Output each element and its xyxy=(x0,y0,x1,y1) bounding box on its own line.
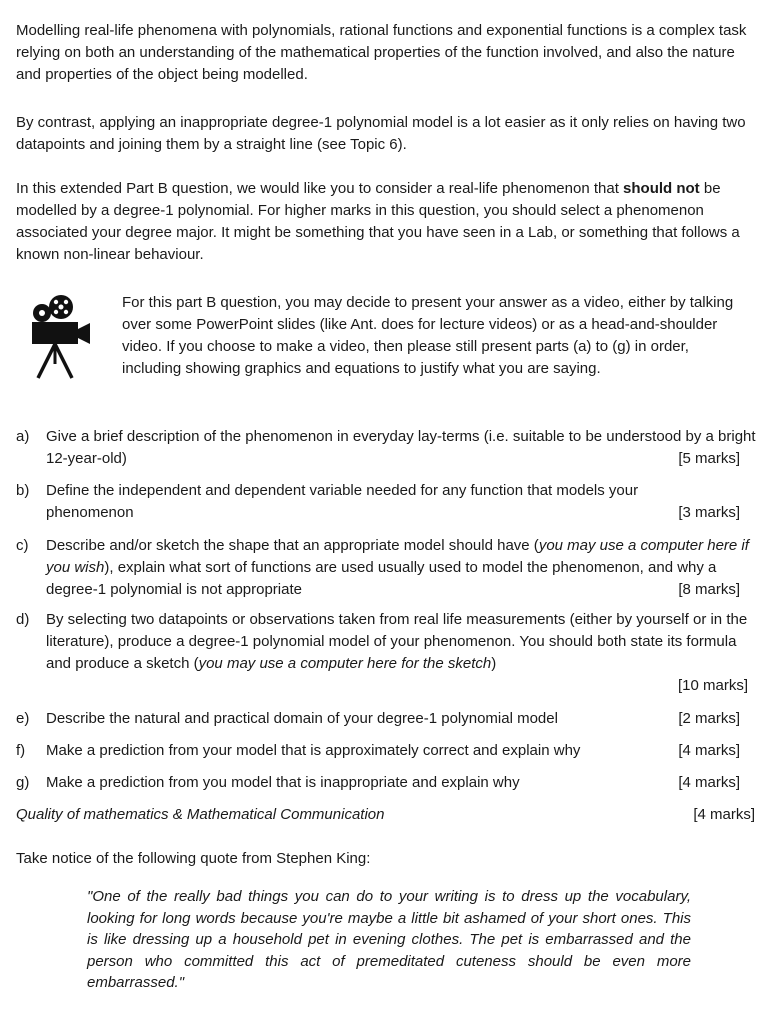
stephen-king-quote: "One of the really bad things you can do to your writing is to dress up the vocabulary, looking for long words because you're maybe a little bit ashamed of your short ones. This is like dressing up a household pet in evening clothes. The pet is embarrassed and the person who committed this act of premeditated cuteness should be even more embarrassed." xyxy=(87,888,691,991)
question-text: Give a brief description of the phenomenon in everyday lay-terms (i.e. suitable to be understood by a bright 12-year-old) xyxy=(46,428,756,467)
question-text xyxy=(46,609,758,675)
question-text-italic: you may use a computer here if you wish xyxy=(46,537,749,576)
question-text-italic: you may use a computer here for the sketch xyxy=(198,655,492,672)
intro-paragraph-3-start: In this extended Part B question, we would like you to consider a real-life phenomenon that xyxy=(16,180,624,197)
question-marks: [8 marks] xyxy=(678,581,740,598)
question-e xyxy=(16,708,756,730)
question-label: d) xyxy=(16,611,30,628)
question-text: Make a prediction from you model that is inappropriate and explain why xyxy=(46,774,520,791)
intro-paragraph-1: Modelling real-life phenomena with polynomials, rational functions and exponential functions is a complex task relying on both an understanding of the mathematical properties of the function involved, and also the nature and properties of the object being modelled. xyxy=(16,22,747,83)
question-text-start: Describe and/or sketch the shape that an appropriate model should have ( xyxy=(46,537,539,554)
quality-criterion: Quality of mathematics & Mathematical Communication xyxy=(16,806,385,823)
quality-marks: [4 marks] xyxy=(693,806,755,823)
question-label: b) xyxy=(16,482,30,499)
question-text-start: By selecting two datapoints or observations taken from real life measurements (either by yourself or in the literature), produce a degree-1 polynomial model of your phenomenon. You should both state its formula and produce a sketch ( xyxy=(46,611,748,672)
question-label: e) xyxy=(16,710,30,727)
question-d xyxy=(16,609,756,697)
question-a xyxy=(16,426,756,470)
question-g xyxy=(16,772,756,794)
intro-paragraph-3-emphasis: should not xyxy=(623,180,700,197)
question-text: Describe the natural and practical domain of your degree-1 polynomial model xyxy=(46,710,558,727)
question-marks: [4 marks] xyxy=(678,774,740,791)
question-label: a) xyxy=(16,428,30,445)
question-marks: [2 marks] xyxy=(678,710,740,727)
video-camera-icon xyxy=(26,294,96,380)
question-text: Define the independent and dependent variable needed for any function that models your phenomenon xyxy=(46,482,639,521)
question-marks: [5 marks] xyxy=(678,450,740,467)
question-text: Make a prediction from your model that is approximately correct and explain why xyxy=(46,742,581,759)
question-c xyxy=(16,535,756,601)
question-b xyxy=(16,480,756,524)
question-marks: [3 marks] xyxy=(678,504,740,521)
video-option-note: For this part B question, you may decide to present your answer as a video, either by talking over some PowerPoint slides (like Ant. does for lecture videos) or as a head-and-shoulder video. If you choose to make a video, then please still present parts (a) to (g) in order, including showing graphics and equations to justify what you are saying. xyxy=(122,294,734,377)
question-text-end: ), explain what sort of functions are used usually used to model the phenomenon, and why a degree-1 polynomial is not appropriate xyxy=(46,559,717,598)
intro-paragraph-3 xyxy=(16,178,756,266)
question-marks: [10 marks] xyxy=(677,677,748,694)
quote-intro: Take notice of the following quote from Stephen King: xyxy=(16,850,371,867)
question-label: g) xyxy=(16,774,30,791)
question-label: c) xyxy=(16,537,29,554)
intro-paragraph-2: By contrast, applying an inappropriate degree-1 polynomial model is a lot easier as it only relies on having two datapoints and joining them by a straight line (see Topic 6). xyxy=(16,114,746,153)
question-text xyxy=(46,535,758,601)
question-f xyxy=(16,740,756,762)
intro-paragraph-3-end: be modelled by a degree-1 polynomial. For higher marks in this question, you should select a phenomenon associated your degree major. It might be something that you have seen in a Lab, or something that follows a known non-linear behaviour. xyxy=(16,180,740,263)
question-text-end: ) xyxy=(491,655,497,672)
question-marks: [4 marks] xyxy=(678,742,740,759)
question-label: f) xyxy=(16,742,26,759)
